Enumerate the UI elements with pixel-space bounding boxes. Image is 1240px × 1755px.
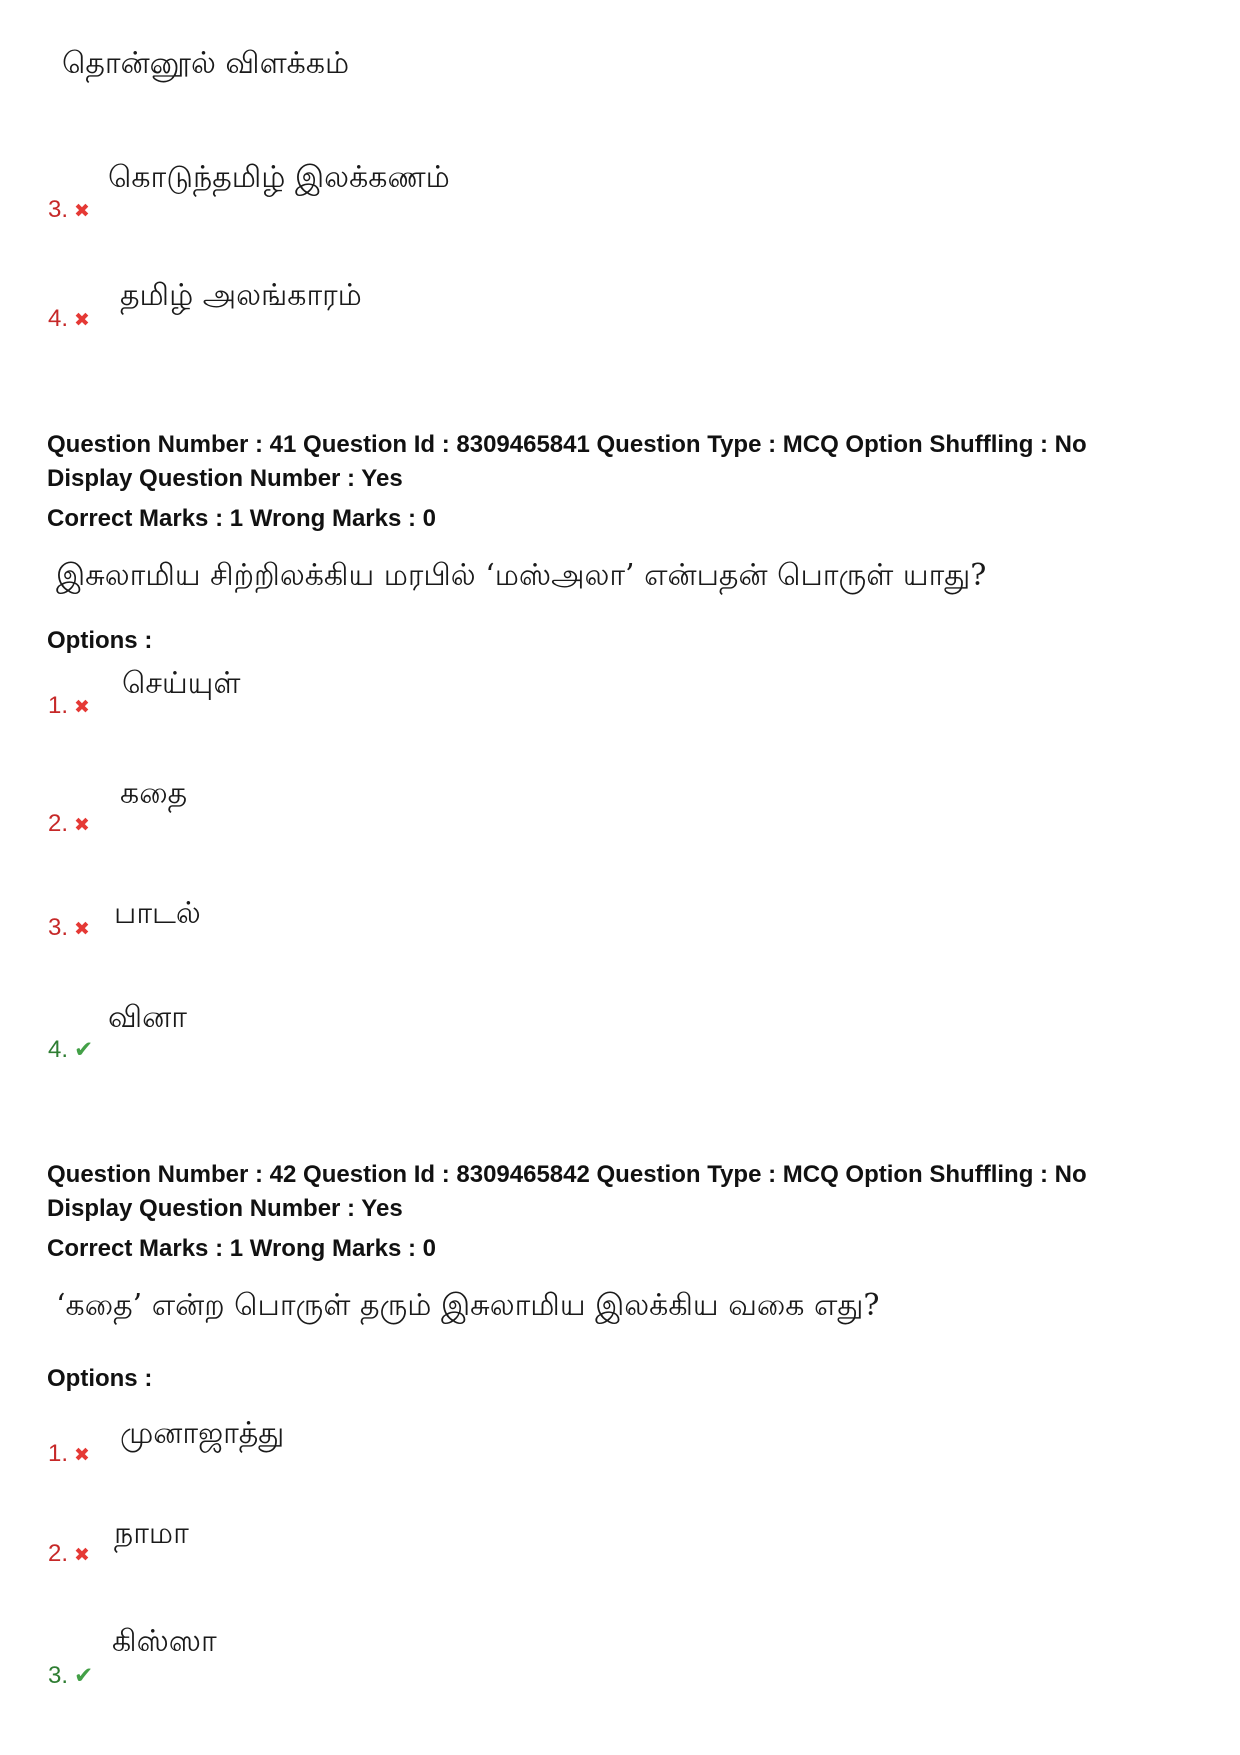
question-41-meta-line1: Question Number : 41 Question Id : 8309465841 Question Type : MCQ Option Shuffling : No [47,431,1087,458]
prev-option-4-number [48,305,90,333]
question-42-marks: Correct Marks : 1 Wrong Marks : 0 [47,1235,437,1262]
option-number: 1. [48,692,69,719]
q42-option-2-text: நாமா [114,1516,189,1551]
cross-icon: ✖ [74,815,90,836]
prev-option-4-text: தமிழ் அலங்காரம் [120,278,362,313]
option-number: 4. [48,305,69,332]
q42-option-1-number [48,1440,90,1468]
option-number: 3. [48,196,69,223]
q41-option-1-number [48,692,90,720]
question-42-options-label: Options : [47,1365,153,1392]
q41-option-4-number [48,1036,93,1064]
cross-icon: ✖ [74,201,90,222]
cross-icon: ✖ [74,1545,90,1566]
question-41-marks: Correct Marks : 1 Wrong Marks : 0 [47,505,437,532]
option-number: 2. [48,810,69,837]
question-42-meta-line1: Question Number : 42 Question Id : 8309465842 Question Type : MCQ Option Shuffling : No [47,1161,1087,1188]
option-number: 1. [48,1440,69,1467]
q42-option-3-text: கிஸ்ஸா [112,1624,217,1659]
prev-option-3-number [48,196,90,224]
cross-icon: ✖ [74,1445,90,1466]
option-number: 4. [48,1036,69,1063]
option-number: 2. [48,1540,69,1567]
prev-option-3-text: கொடுந்தமிழ் இலக்கணம் [108,160,450,195]
check-icon: ✔ [74,1036,94,1062]
question-42-text: ‘கதை’ என்ற பொருள் தரும் இசுலாமிய இலக்கிய வகை எது? [56,1288,880,1323]
option-number: 3. [48,914,69,941]
cross-icon: ✖ [74,919,90,940]
q41-option-1-text: செய்யுள் [122,666,241,701]
q41-option-4-text: வினா [108,1000,187,1035]
cross-icon: ✖ [74,697,90,718]
q41-option-3-text: பாடல் [114,896,201,931]
check-icon: ✔ [74,1662,94,1688]
q41-option-2-text: கதை [120,776,188,811]
option-number: 3. [48,1662,69,1689]
q42-option-3-number [48,1662,93,1690]
prev-option-text: தொன்னூல் விளக்கம் [62,46,350,81]
question-41-meta-line2: Display Question Number : Yes [47,465,403,492]
q42-option-2-number [48,1540,90,1568]
question-41-text: இசுலாமிய சிற்றிலக்கிய மரபில் ‘மஸ்அலா’ என்பதன் பொருள் யாது? [56,558,987,593]
question-41-options-label: Options : [47,627,153,654]
q41-option-3-number [48,914,90,942]
q41-option-2-number [48,810,90,838]
cross-icon: ✖ [74,310,90,331]
question-42-meta-line2: Display Question Number : Yes [47,1195,403,1222]
q42-option-1-text: முனாஜாத்து [120,1416,285,1451]
